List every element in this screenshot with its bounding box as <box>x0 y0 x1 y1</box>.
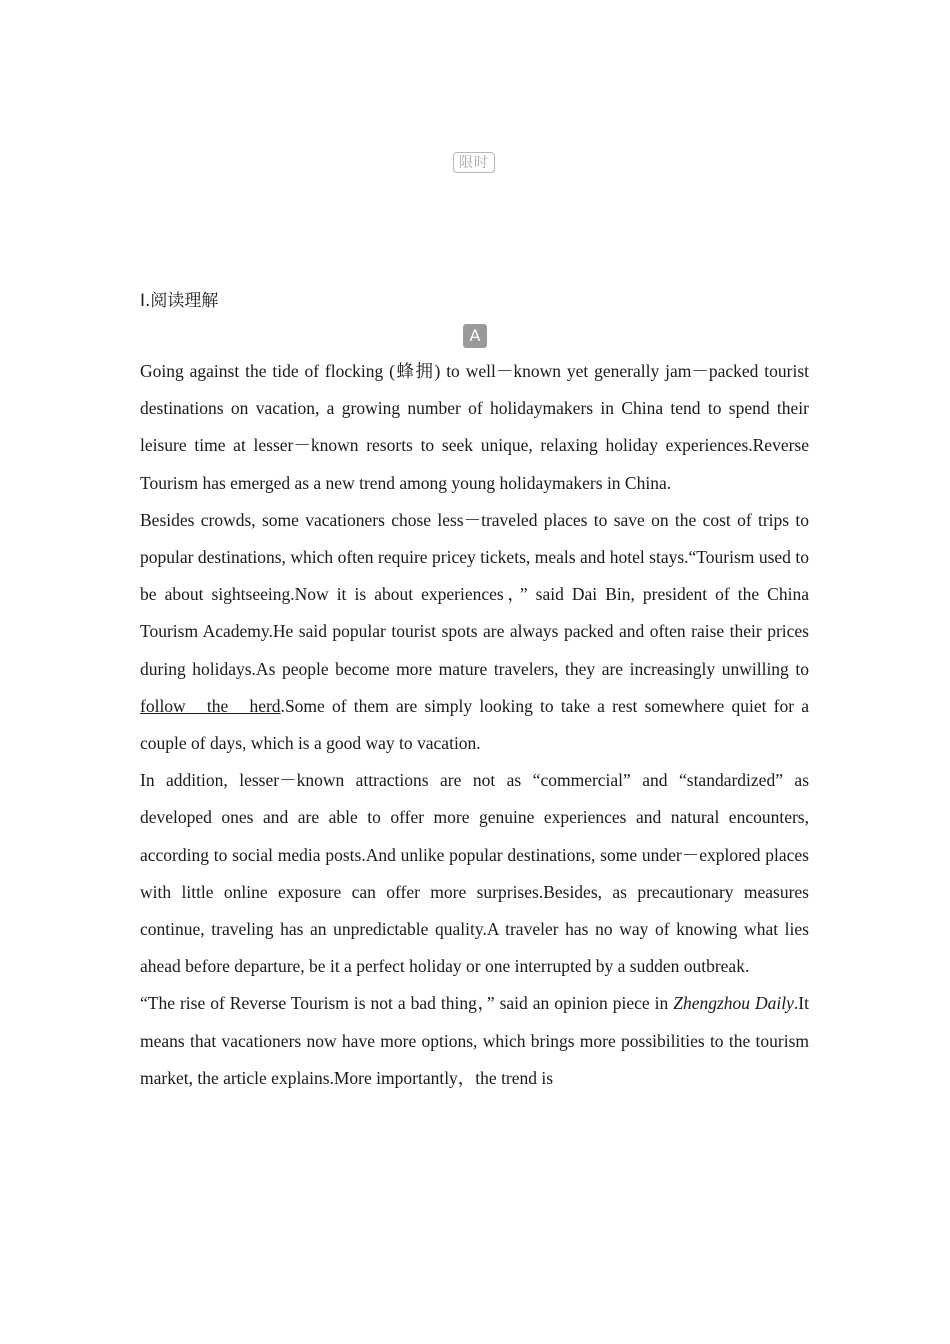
paragraph-4-text-a: “The rise of Reverse Tourism is not a bad thing，” said an opinion piece in <box>140 993 674 1014</box>
paragraph-3: In addition, lesser－known attractions are not as “commercial” and “standardized” as developed ones and are able to offer more genuine experiences and natural encounters, according to social media posts.And unlike popular destinations, some under－explored places with little online exposure can offer more surprises.Besides, as precautionary measures continue, traveling has an unpredictable quality.A traveler has no way of knowing what lies ahead before departure, be it a perfect holiday or one interrupted by a sudden outbreak. <box>140 770 809 977</box>
passage-label-badge: A <box>463 324 487 348</box>
paragraph-4-text-b: .It means that vacationers now have more options, which brings more possibilities to the tourism market, the article explains.More importantly，the trend is <box>140 993 809 1088</box>
newspaper-name: Zhengzhou Daily <box>673 993 794 1014</box>
reading-passage <box>140 353 809 1097</box>
paragraph-4 <box>140 985 809 1097</box>
paragraph-2-text-b: .Some of them are simply looking to take a rest somewhere quiet for a couple of days, which is a good way to vacation. <box>140 695 810 754</box>
paragraph-2 <box>140 502 809 762</box>
time-limit-badge: 限时 <box>453 152 495 173</box>
underlined-phrase: follow the herd <box>140 695 281 716</box>
paragraph-2-text-a: Besides crowds, some vacationers chose less－traveled places to save on the cost of trips to popular destinations, which often require pricey tickets, meals and hotel stays.“Tourism used to be about sightseeing.Now it is about experiences，” said Dai Bin, president of the China Tourism Academy.He said popular tourist spots are always packed and often raise their prices during holidays.As people become more mature travelers, they are increasingly unwilling to <box>140 509 809 679</box>
section-heading-reading: Ⅰ.阅读理解 <box>140 291 219 311</box>
paragraph-1: Going against the tide of flocking (蜂拥) to well－known yet generally jam－packed tourist destinations on vacation, a growing number of holidaymakers in China tend to spend their leisure time at lesser－known resorts to seek unique, relaxing holiday experiences.Reverse Tourism has emerged as a new trend among young holidaymakers in China. <box>140 361 809 493</box>
